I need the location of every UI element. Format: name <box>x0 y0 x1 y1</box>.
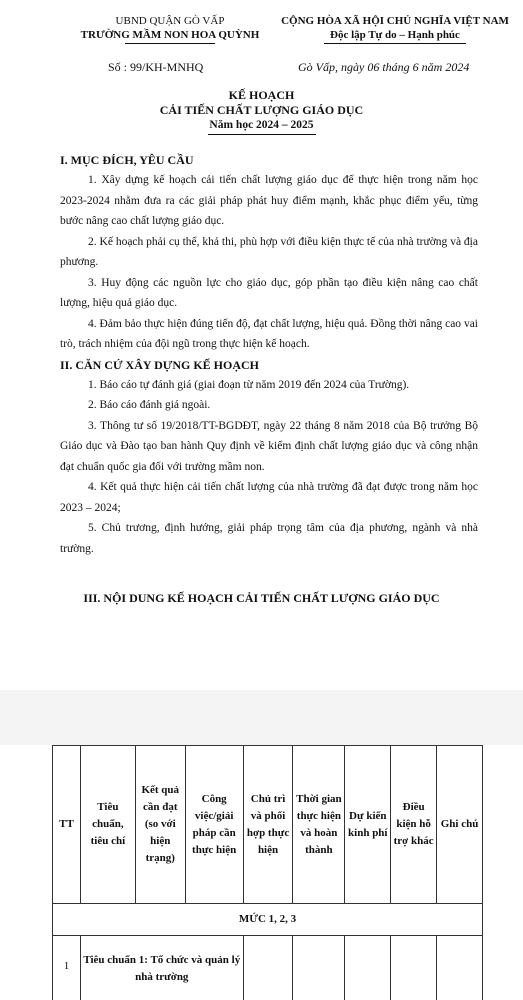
school-name: TRƯỜNG MẦM NON HOA QUỲNH <box>80 29 260 41</box>
column-header-responsible: Chủ trì và phối hợp thực hiện <box>243 746 293 904</box>
section-2-paragraph: 2. Báo cáo đánh giá ngoài. <box>88 399 211 411</box>
section-1-paragraph: 3. Huy động các nguồn lực cho giáo dục, góp phần tạo điều kiện nâng cao chất lượng, hiệu quả giáo dục. <box>60 276 478 309</box>
document-page-2 <box>0 745 523 1000</box>
table-header-row <box>53 746 483 904</box>
column-header-tt: TT <box>53 746 81 904</box>
section-2-paragraph: 5. Chủ trương, định hướng, giải pháp trọng tâm của địa phương, ngành và nhà trường. <box>60 522 478 555</box>
row-cell-empty <box>437 936 483 1000</box>
nation-name: CỘNG HÒA XÃ HỘI CHỦ NGHĨA VIỆT NAM <box>281 15 509 27</box>
table-level-row <box>53 904 483 936</box>
page-gap <box>0 690 523 745</box>
issuing-authority <box>70 14 270 44</box>
document-title <box>0 88 523 135</box>
section-2-paragraph: 1. Báo cáo tự đánh giá (giai đoạn từ năm 2019 đến 2024 của Trường). <box>88 378 410 391</box>
row-cell-empty <box>293 936 345 1000</box>
district-name: UBND QUẬN GÒ VẤP <box>115 15 225 27</box>
title-underline <box>208 134 316 135</box>
column-header-timeline: Thời gian thực hiện và hoàn thành <box>293 746 345 904</box>
row-number: 1 <box>53 936 81 1000</box>
level-label: MỨC 1, 2, 3 <box>53 904 483 936</box>
column-header-support: Điều kiện hỗ trợ khác <box>391 746 437 904</box>
section-2-paragraph: 4. Kết quả thực hiện cải tiến chất lượng của nhà trường đã đạt được trong năm học 2023 – 2024; <box>60 481 478 514</box>
section-1-paragraph: 1. Xây dựng kế hoạch cải tiến chất lượng giáo dục để thực hiện trong năm học 2023-2024 nhằm đưa ra các giải pháp phát huy điểm mạnh, khắc phục điểm yếu, từng bước nâng cao chất lượng giáo dục. <box>60 174 478 227</box>
title-line-2: CẢI TIẾN CHẤT LƯỢNG GIÁO DỤC <box>159 103 364 117</box>
document-body <box>60 150 478 559</box>
column-header-standard: Tiêu chuẩn, tiêu chí <box>80 746 135 904</box>
row-cell-empty <box>391 936 437 1000</box>
place-and-date: Gò Vấp, ngày 06 tháng 6 năm 2024 <box>298 60 470 74</box>
section-1-paragraph: 4. Đảm bảo thực hiện đúng tiến độ, đạt chất lượng, hiệu quả. Đồng thời nâng cao vai trò, trách nhiệm của đội ngũ trong thực hiện kế hoạch. <box>60 317 478 350</box>
column-header-notes: Ghi chú <box>437 746 483 904</box>
authority-underline <box>125 43 215 44</box>
column-header-tasks: Công việc/giải pháp cần thực hiện <box>185 746 243 904</box>
row-standard: Tiêu chuẩn 1: Tổ chức và quản lý nhà trường <box>80 936 243 1000</box>
improvement-plan-table <box>52 745 483 1000</box>
row-cell-empty <box>243 936 293 1000</box>
row-cell-empty <box>345 936 391 1000</box>
section-1-heading: I. MỤC ĐÍCH, YÊU CẦU <box>60 153 194 167</box>
motto-underline <box>324 43 466 44</box>
section-1-paragraph: 2. Kế hoạch phải cụ thể, khả thi, phù hợp với điều kiện thực tế của nhà trường và địa phương. <box>60 235 478 268</box>
section-3-heading: III. NỘI DUNG KẾ HOẠCH CẢI TIẾN CHẤT LƯỢNG GIÁO DỤC <box>83 591 440 605</box>
column-header-budget: Dự kiến kinh phí <box>345 746 391 904</box>
section-2-heading: II. CĂN CỨ XÂY DỰNG KẾ HOẠCH <box>60 357 259 372</box>
table-row <box>53 936 483 1000</box>
document-number: Số : 99/KH-MNHQ <box>108 60 204 74</box>
title-line-1: KẾ HOẠCH <box>228 88 295 102</box>
national-header <box>270 14 520 44</box>
section-2-paragraph: 3. Thông tư số 19/2018/TT-BGDĐT, ngày 22 tháng 8 năm 2018 của Bộ trưởng Bộ Giáo dục và Đào tạo ban hành Quy định về kiểm định chất lượng giáo dục và công nhận đạt chuẩn quốc gia đối với trường mầm non. <box>60 419 478 473</box>
national-motto: Độc lập Tự do – Hạnh phúc <box>330 29 460 41</box>
column-header-expected-result: Kết quả cần đạt (so với hiện trạng) <box>135 746 185 904</box>
title-school-year: Năm học 2024 – 2025 <box>209 119 314 131</box>
